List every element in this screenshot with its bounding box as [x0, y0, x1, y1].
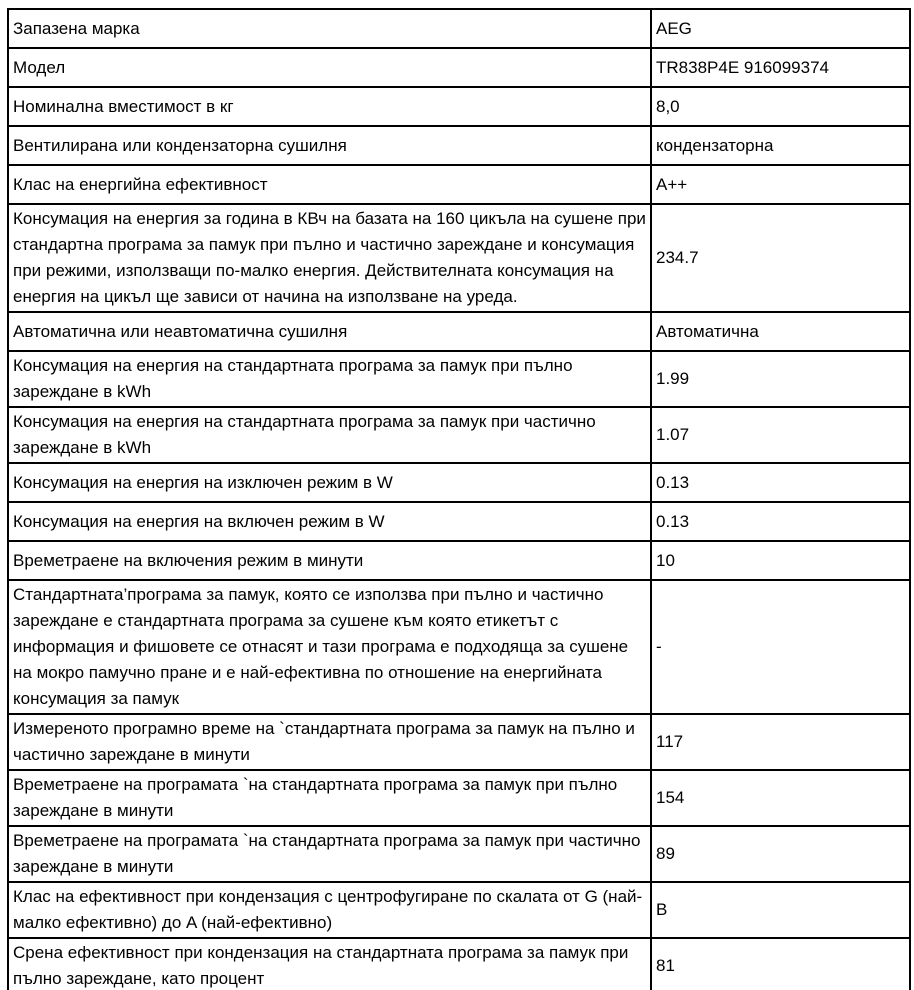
spec-value-cell: 8,0: [651, 87, 910, 126]
spec-label-cell: Автоматична или неавтоматична сушилня: [8, 312, 651, 351]
table-row: [8, 312, 910, 351]
spec-value-cell: -: [651, 580, 910, 714]
table-row: [8, 126, 910, 165]
table-row: [8, 204, 910, 312]
spec-value-cell: 81: [651, 938, 910, 990]
table-row: [8, 87, 910, 126]
spec-value-cell: 117: [651, 714, 910, 770]
table-row: [8, 502, 910, 541]
spec-table-body: [8, 9, 910, 990]
spec-value-cell: 234.7: [651, 204, 910, 312]
spec-value-cell: AEG: [651, 9, 910, 48]
spec-value-cell: Автоматична: [651, 312, 910, 351]
spec-label-cell: Клас на енергийна ефективност: [8, 165, 651, 204]
table-row: [8, 714, 910, 770]
spec-value-cell: 1.99: [651, 351, 910, 407]
table-row: [8, 882, 910, 938]
spec-value-cell: 1.07: [651, 407, 910, 463]
table-row: [8, 770, 910, 826]
spec-label-cell: Консумация на енергия на стандартната програма за памук при пълно зареждане в kWh: [8, 351, 651, 407]
spec-value-cell: B: [651, 882, 910, 938]
spec-value-cell: TR838P4E 916099374: [651, 48, 910, 87]
table-row: [8, 48, 910, 87]
spec-value-cell: 154: [651, 770, 910, 826]
spec-label-cell: Консумация на енергия за година в КВч на базата на 160 цикъла на сушене при стандартна програма за памук при пълно и частично зареждане и консумация при режими, използващи по-малко енергия. Действителната консумация на енергия на цикъл ще зависи от начина на използване на уреда.: [8, 204, 651, 312]
spec-label-cell: Консумация на енергия на изключен режим в W: [8, 463, 651, 502]
table-row: [8, 463, 910, 502]
table-row: [8, 165, 910, 204]
table-row: [8, 407, 910, 463]
spec-label-cell: Вентилирана или кондензаторна сушилня: [8, 126, 651, 165]
spec-value-cell: 89: [651, 826, 910, 882]
spec-label-cell: Времетраене на програмата `на стандартната програма за памук при частично зареждане в минути: [8, 826, 651, 882]
spec-label-cell: Консумация на енергия на включен режим в W: [8, 502, 651, 541]
spec-label-cell: Срена ефективност при кондензация на стандартната програма за памук при пълно зареждане, като процент: [8, 938, 651, 990]
spec-label-cell: Времетраене на програмата `на стандартната програма за памук при пълно зареждане в минути: [8, 770, 651, 826]
product-spec-table: [7, 8, 911, 990]
spec-value-cell: A++: [651, 165, 910, 204]
spec-label-cell: Запазена марка: [8, 9, 651, 48]
table-row: [8, 541, 910, 580]
table-row: [8, 938, 910, 990]
table-row: [8, 826, 910, 882]
spec-label-cell: Измереното програмно време на `стандартната програма за памук на пълно и частично зареждане в минути: [8, 714, 651, 770]
spec-label-cell: Клас на ефективност при кондензация с центрофугиране по скалата от G (най-малко ефективно) до A (най-ефективно): [8, 882, 651, 938]
spec-value-cell: 10: [651, 541, 910, 580]
spec-value-cell: 0.13: [651, 502, 910, 541]
spec-value-cell: 0.13: [651, 463, 910, 502]
table-row: [8, 351, 910, 407]
table-row: [8, 580, 910, 714]
spec-label-cell: Номинална вместимост в кг: [8, 87, 651, 126]
table-row: [8, 9, 910, 48]
spec-label-cell: Стандартната’програма за памук, която се използва при пълно и частично зареждане е стандартната програма за сушене към която етикетът с информация и фишовете се отнасят и тази програма е подходяща за сушене на мокро памучно пране и е най-ефективна по отношение на енергийната консумация за памук: [8, 580, 651, 714]
spec-label-cell: Модел: [8, 48, 651, 87]
spec-value-cell: кондензаторна: [651, 126, 910, 165]
spec-label-cell: Консумация на енергия на стандартната програма за памук при частично зареждане в kWh: [8, 407, 651, 463]
spec-label-cell: Времетраене на включения режим в минути: [8, 541, 651, 580]
